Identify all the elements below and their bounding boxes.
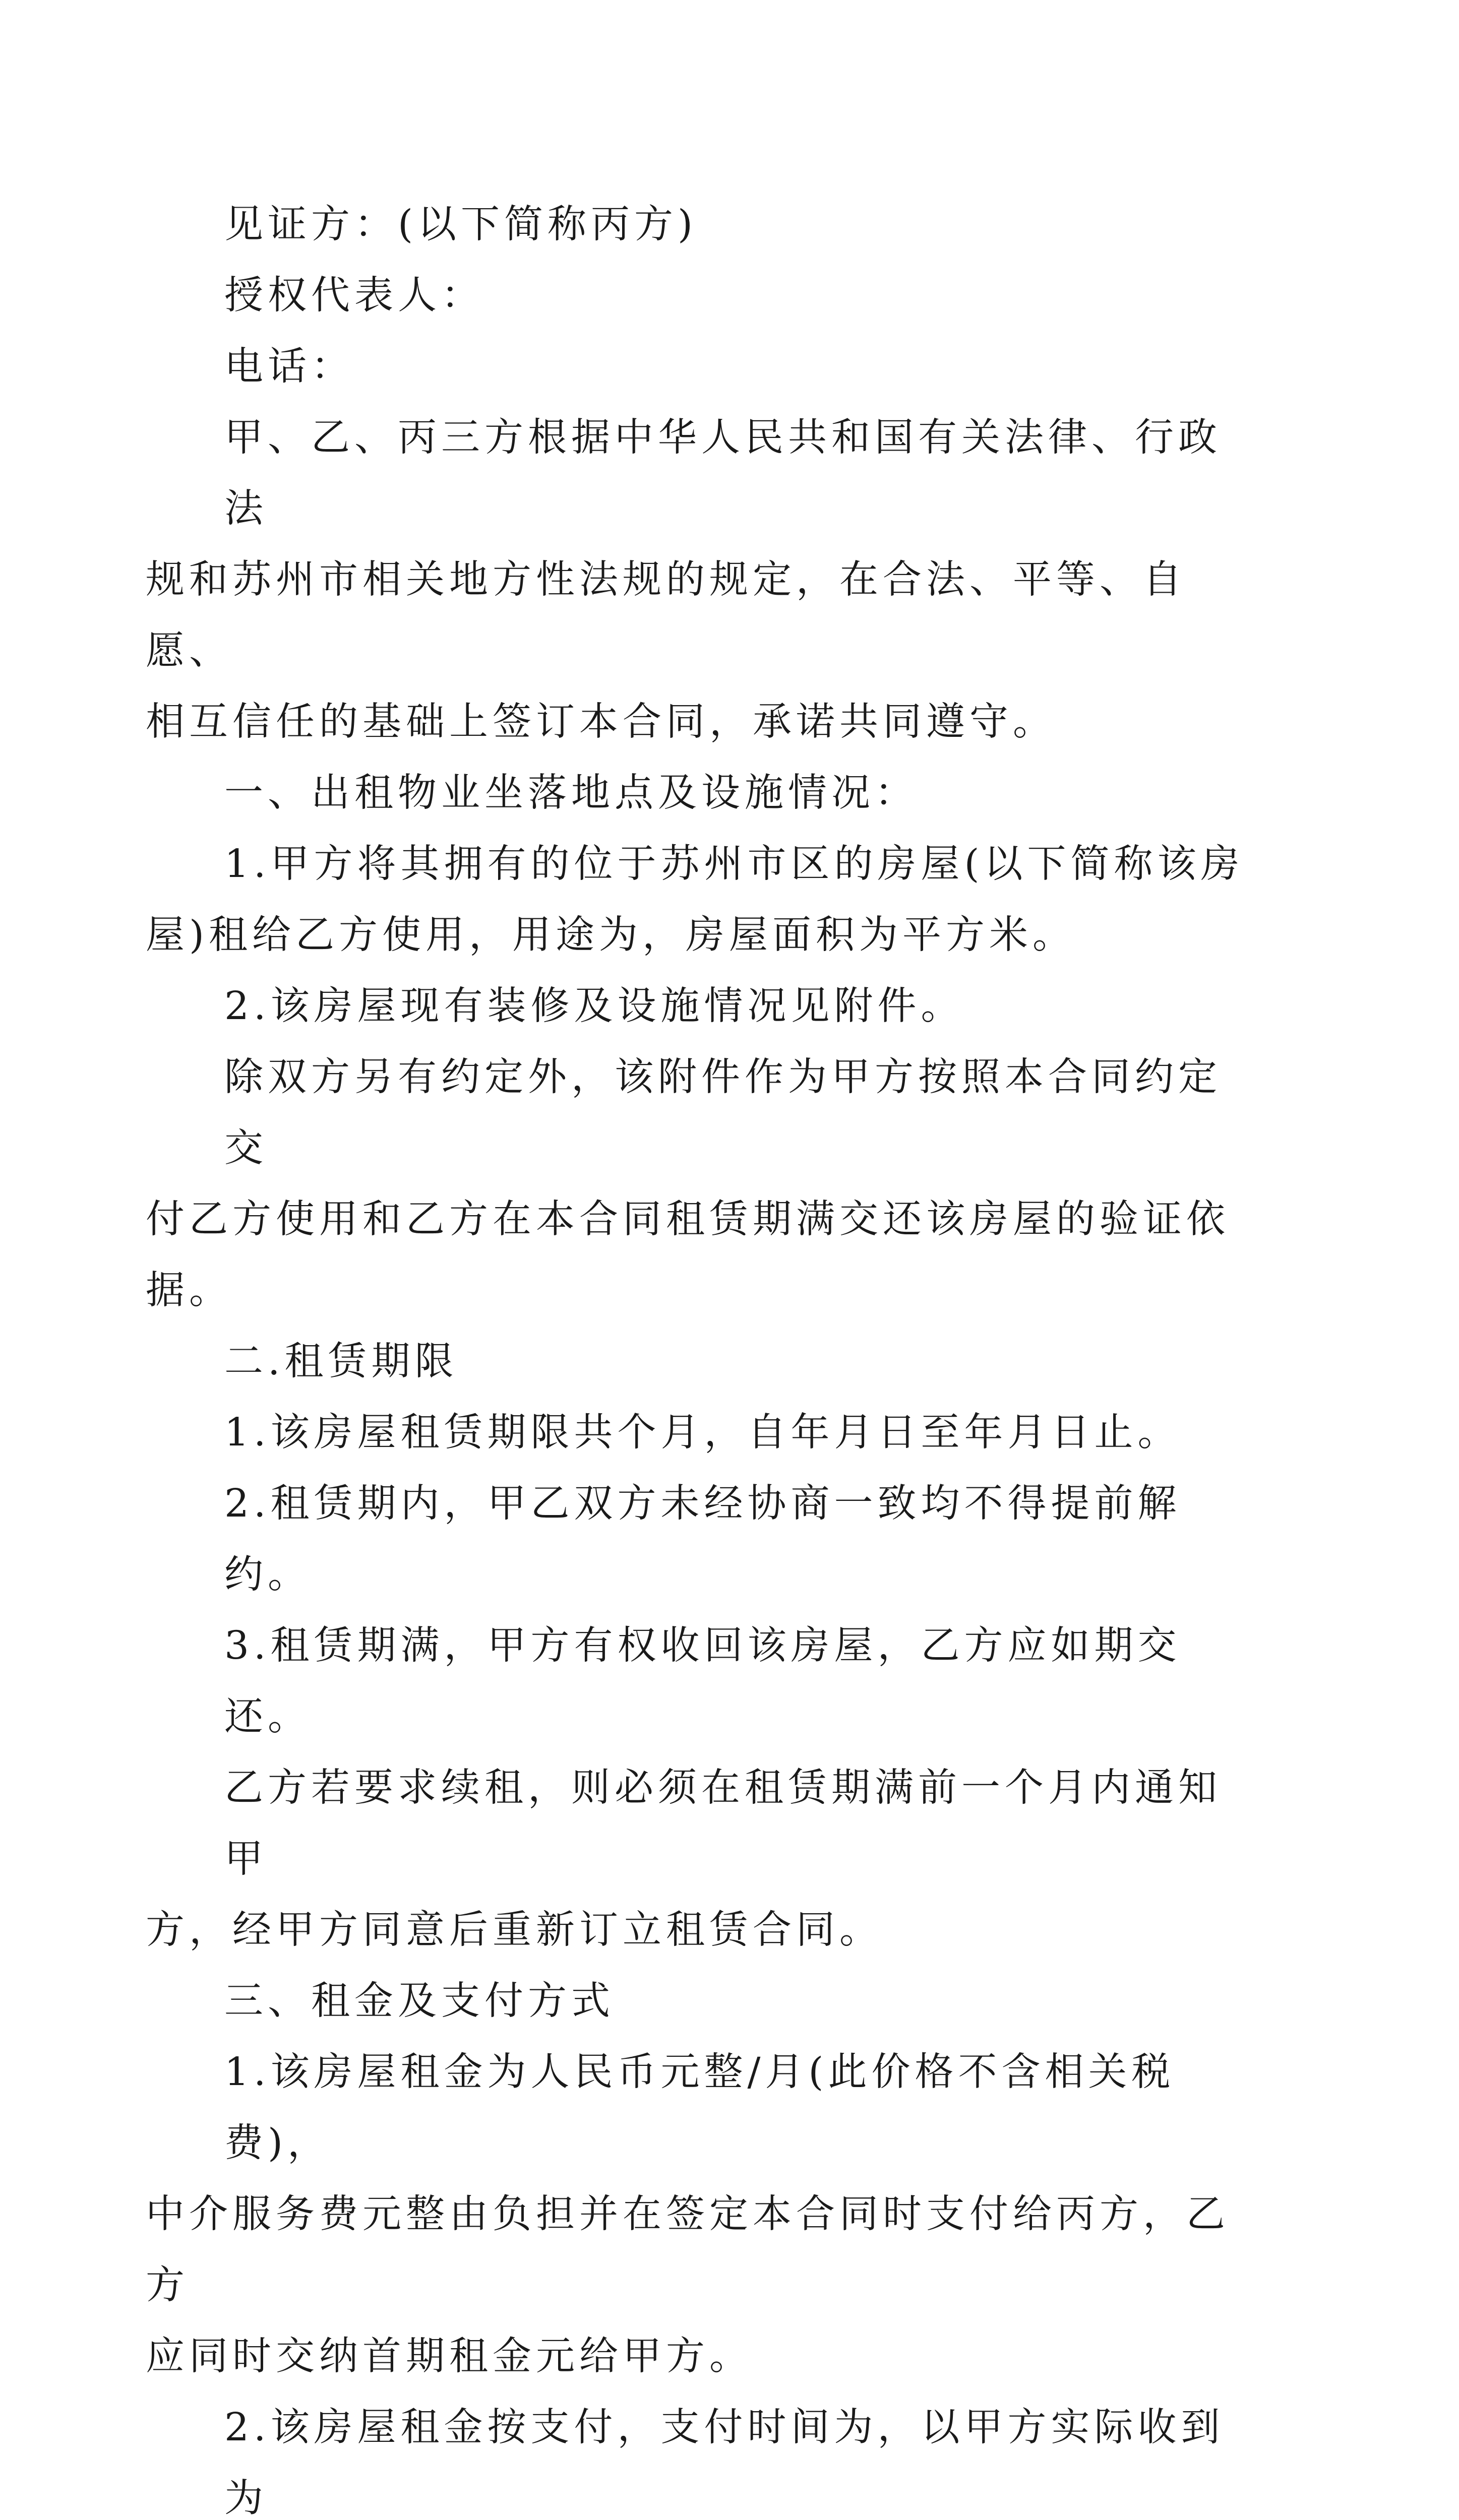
text-line: 1.该房屋租赁期限共个月，自年月日至年月日止。	[224, 1410, 1181, 1455]
paragraph-authorized-rep	[224, 260, 1253, 331]
clause-3-1	[146, 2037, 1253, 2392]
text-line: 二.租赁期限	[224, 1339, 458, 1384]
text-line: 见证方：(以下简称丙方)	[224, 202, 698, 247]
text-line: 2.租赁期内，甲乙双方未经协商一致均不得提前解约。	[224, 1481, 1181, 1597]
text-line: 规和苏州市相关地方性法规的规定，在合法、平等、自愿、	[146, 557, 1186, 673]
text-line: 据。	[146, 1268, 232, 1313]
text-line: 三、租金及支付方式	[224, 1979, 615, 2024]
section-heading-2	[224, 1326, 1253, 1397]
text-line: 方，经甲方同意后重新订立租赁合同。	[146, 1908, 883, 1952]
text-line: 2.该房屋现有装修及设施情况见附件。	[224, 984, 964, 1029]
text-line: 应同时交纳首期租金元给甲方。	[146, 2334, 753, 2379]
clause-1-1	[146, 829, 1253, 971]
text-line: 3.租赁期满，甲方有权收回该房屋，乙方应如期交还。	[224, 1623, 1181, 1739]
text-line: 一、出租物业坐落地点及设施情况：	[224, 771, 918, 815]
text-line: 2.该房屋租金按支付，支付时间为，以甲方实际收到为	[224, 2405, 1225, 2520]
paragraph-attachment-note	[146, 1042, 1253, 1326]
clause-3-2	[224, 2392, 1253, 2520]
clause-2-3	[224, 1610, 1253, 1752]
section-heading-3	[224, 1966, 1253, 2037]
text-line: 中介服务费元整由负担并在签定本合同时支付给丙方，乙方	[146, 2192, 1230, 2308]
text-line: 相互信任的基础上签订本合同，承诺共同遵守。	[146, 700, 1056, 744]
clause-2-1	[224, 1397, 1253, 1468]
document-body	[146, 189, 1253, 2520]
paragraph-witness	[224, 189, 1253, 260]
paragraph-renewal	[146, 1752, 1253, 1966]
paragraph-phone	[224, 331, 1253, 402]
text-line: 屋)租给乙方使用，用途为，房屋面积为平方米。	[146, 913, 1076, 958]
text-line: 1.该房屋租金为人民币元整/月(此价格不含相关税费)，	[224, 2050, 1175, 2166]
text-line: 甲、乙、丙三方根据中华人民共和国有关法律、行政法	[224, 415, 1222, 531]
text-line: 授权代表人：	[224, 273, 484, 318]
text-line: 付乙方使用和乙方在本合同租赁期满交还该房屋的验证依	[146, 1197, 1230, 1242]
paragraph-preamble	[146, 402, 1253, 758]
text-line: 除双方另有约定外，该附件作为甲方按照本合同约定交	[224, 1055, 1222, 1171]
clause-2-2	[224, 1468, 1253, 1610]
section-heading-1	[224, 758, 1253, 829]
clause-1-2	[224, 971, 1253, 1042]
text-line: 电话：	[224, 344, 354, 389]
text-line: 乙方若要求续租，则必须在租赁期满前一个月内通知甲	[224, 1766, 1222, 1881]
text-line: 1.甲方将其拥有的位于苏州市区的房屋(以下简称该房	[224, 842, 1244, 887]
